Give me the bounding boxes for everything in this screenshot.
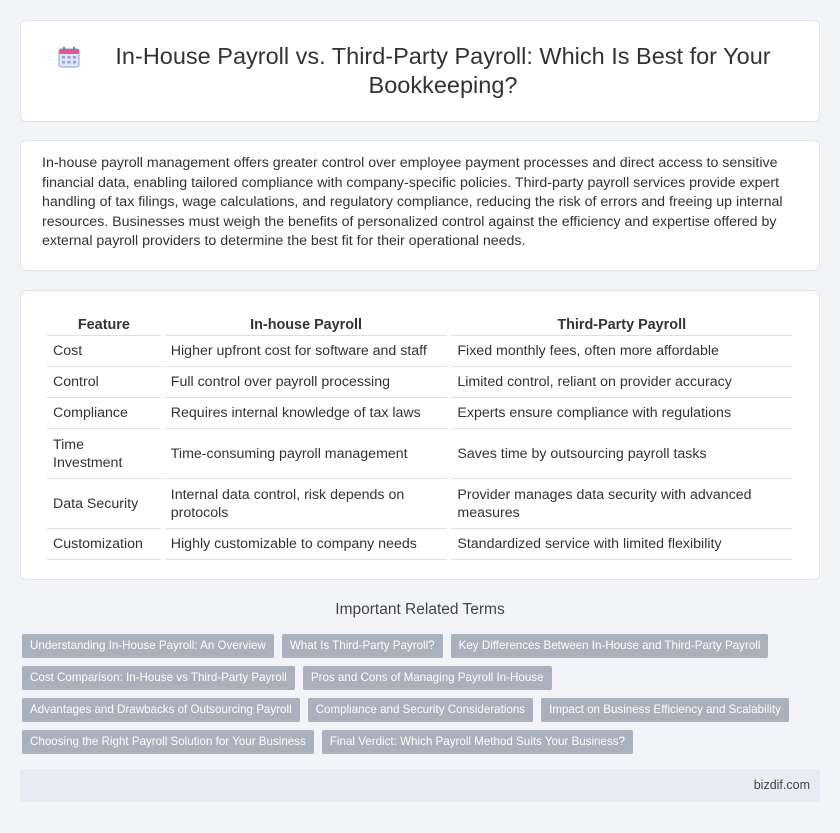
table-cell: Cost xyxy=(47,336,161,367)
table-header-row xyxy=(47,312,792,336)
intro-paragraph: In-house payroll management offers greater control over employee payment processes and direct access to sensitive financial data, enabling tailored compliance with company-specific policies. Third-party payroll services provide expert handling of tax filings, wage calculations, and regulatory compliance, reducing the risk of errors and freeing up internal resources. Businesses must weigh the benefits of personalized control against the efficiency and expertise offered by external payroll providers to determine the best fit for their operational needs. xyxy=(42,155,783,250)
table-row xyxy=(47,529,792,560)
table-row xyxy=(47,398,792,429)
header-card xyxy=(20,20,820,122)
intro-card xyxy=(20,140,820,271)
column-header: Third-Party Payroll xyxy=(451,312,792,336)
footer xyxy=(20,769,820,802)
table-cell: Time-consuming payroll management xyxy=(165,429,448,479)
table-cell: Control xyxy=(47,367,161,398)
related-term-tag[interactable]: Compliance and Security Considerations xyxy=(308,698,533,722)
table-cell: Requires internal knowledge of tax laws xyxy=(165,398,448,429)
column-header: In-house Payroll xyxy=(165,312,448,336)
table-cell: Time Investment xyxy=(47,429,161,479)
comparison-table xyxy=(43,312,796,560)
table-cell: Experts ensure compliance with regulations xyxy=(451,398,792,429)
table-cell: Highly customizable to company needs xyxy=(165,529,448,560)
related-term-tag[interactable]: Cost Comparison: In-House vs Third-Party Payroll xyxy=(22,666,295,690)
table-row xyxy=(47,367,792,398)
table-cell: Provider manages data security with advanced measures xyxy=(451,479,792,529)
related-term-tag[interactable]: Impact on Business Efficiency and Scalability xyxy=(541,698,789,722)
column-header: Feature xyxy=(47,312,161,336)
table-cell: Compliance xyxy=(47,398,161,429)
table-cell: Customization xyxy=(47,529,161,560)
table-cell: Higher upfront cost for software and staff xyxy=(165,336,448,367)
related-terms-title: Important Related Terms xyxy=(335,601,505,618)
related-term-tag[interactable]: Choosing the Right Payroll Solution for Your Business xyxy=(22,730,314,754)
comparison-card xyxy=(20,290,820,580)
table-row xyxy=(47,429,792,479)
table-row xyxy=(47,479,792,529)
table-cell: Standardized service with limited flexibility xyxy=(451,529,792,560)
related-term-tag[interactable]: What Is Third-Party Payroll? xyxy=(282,634,443,658)
table-cell: Internal data control, risk depends on protocols xyxy=(165,479,448,529)
site-link[interactable]: bizdif.com xyxy=(753,778,810,792)
related-terms-list xyxy=(22,634,822,762)
table-cell: Limited control, reliant on provider accuracy xyxy=(451,367,792,398)
related-term-tag[interactable]: Advantages and Drawbacks of Outsourcing Payroll xyxy=(22,698,300,722)
related-term-tag[interactable]: Pros and Cons of Managing Payroll In-House xyxy=(303,666,552,690)
table-row xyxy=(47,336,792,367)
related-term-tag[interactable]: Final Verdict: Which Payroll Method Suits Your Business? xyxy=(322,730,633,754)
related-term-tag[interactable]: Understanding In-House Payroll: An Overview xyxy=(22,634,274,658)
table-cell: Full control over payroll processing xyxy=(165,367,448,398)
calendar-icon xyxy=(57,45,81,69)
table-cell: Saves time by outsourcing payroll tasks xyxy=(451,429,792,479)
table-cell: Data Security xyxy=(47,479,161,529)
page-title: In-House Payroll vs. Third-Party Payroll: Which Is Best for Your Bookkeeping? xyxy=(115,43,771,98)
related-term-tag[interactable]: Key Differences Between In-House and Third-Party Payroll xyxy=(451,634,769,658)
table-cell: Fixed monthly fees, often more affordable xyxy=(451,336,792,367)
